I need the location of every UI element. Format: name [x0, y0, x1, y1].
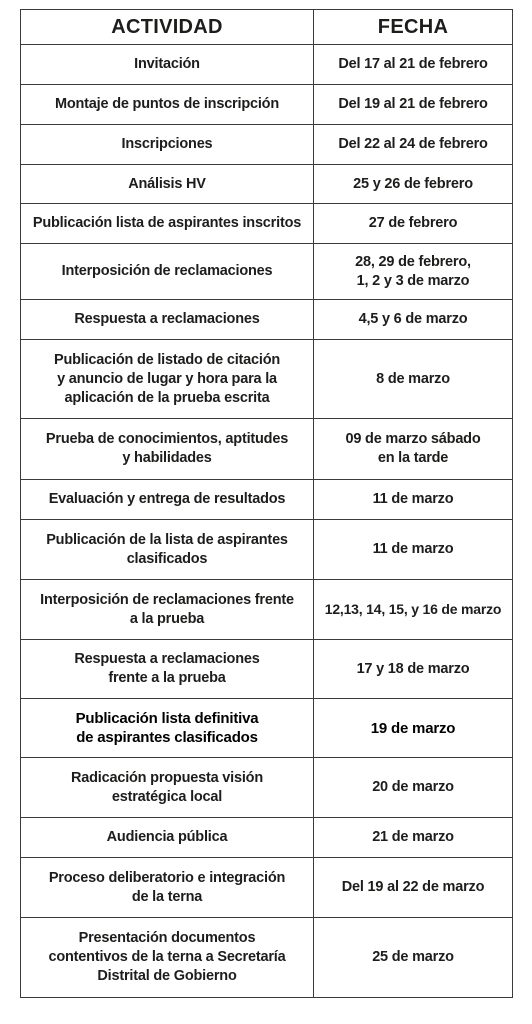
date-text-line: 4,5 y 6 de marzo	[358, 311, 468, 327]
activity-text-line: de la terna	[131, 888, 203, 905]
activity-cell	[21, 918, 314, 998]
date-text-line: 21 de marzo	[372, 829, 454, 845]
date-text-line: 1, 2 y 3 de marzo	[356, 272, 470, 289]
activity-text-line: Interposición de reclamaciones	[61, 263, 273, 279]
schedule-wrapper	[20, 9, 512, 998]
date-cell	[314, 165, 513, 204]
date-cell	[314, 244, 513, 300]
activity-text-line: Montaje de puntos de inscripción	[54, 96, 279, 112]
table-row	[21, 918, 513, 998]
activity-text-line: Publicación de la lista de aspirantes	[46, 531, 288, 548]
table-row	[21, 45, 513, 85]
table-row	[21, 244, 513, 300]
activity-text-line: Publicación lista definitiva	[75, 710, 259, 727]
activity-cell	[21, 699, 314, 758]
activity-text-line: clasificados	[126, 550, 208, 567]
schedule-table	[20, 9, 513, 998]
date-cell	[314, 520, 513, 580]
schedule-body	[21, 45, 513, 998]
date-cell	[314, 125, 513, 165]
date-text-line: 27 de febrero	[368, 215, 458, 231]
activity-cell	[21, 300, 314, 340]
date-text-line: 25 de marzo	[372, 949, 454, 965]
table-row	[21, 125, 513, 165]
date-cell	[314, 340, 513, 419]
activity-cell	[21, 858, 314, 918]
activity-cell	[21, 340, 314, 419]
table-row	[21, 300, 513, 340]
activity-text-line: Respuesta a reclamaciones	[74, 651, 260, 667]
activity-text-line: y anuncio de lugar y hora para la	[57, 370, 277, 387]
activity-text-line: frente a la prueba	[108, 670, 226, 686]
table-row	[21, 640, 513, 699]
activity-cell	[21, 640, 314, 699]
date-cell	[314, 45, 513, 85]
activity-cell	[21, 480, 314, 520]
activity-cell	[21, 204, 314, 244]
activity-cell	[21, 419, 314, 480]
date-text-line: 09 de marzo sábado	[345, 431, 481, 447]
activity-text-line: Distrital de Gobierno	[97, 968, 237, 984]
activity-text-line: Inscripciones	[121, 136, 213, 152]
activity-text-line: de aspirantes clasificados	[76, 729, 258, 746]
activity-cell	[21, 125, 314, 165]
activity-cell	[21, 758, 314, 818]
date-cell	[314, 699, 513, 758]
activity-cell	[21, 818, 314, 858]
date-text-line: 28, 29 de febrero,	[355, 253, 471, 270]
activity-text-line: Radicación propuesta visión	[70, 769, 263, 786]
date-cell	[314, 480, 513, 520]
date-cell	[314, 419, 513, 480]
date-text-line: 11 de marzo	[372, 541, 454, 557]
activity-text-line: Publicación lista de aspirantes inscritos	[32, 215, 302, 231]
activity-text-line: Publicación de listado de citación	[53, 351, 281, 368]
activity-text-line: Prueba de conocimientos, aptitudes	[45, 431, 289, 447]
table-row	[21, 480, 513, 520]
table-row	[21, 580, 513, 640]
date-text-line: 8 de marzo	[376, 370, 450, 387]
activity-text-line: Respuesta a reclamaciones	[74, 311, 260, 327]
activity-text-line: estratégica local	[111, 788, 223, 805]
table-row	[21, 204, 513, 244]
activity-text-line: Interposición de reclamaciones frente	[40, 591, 294, 608]
activity-text-line: aplicación de la prueba escrita	[64, 389, 270, 406]
date-text-line: 11 de marzo	[372, 491, 454, 507]
table-row	[21, 85, 513, 125]
activity-text-line: y habilidades	[122, 450, 212, 466]
activity-cell	[21, 244, 314, 300]
date-text-line: Del 19 al 21 de febrero	[338, 96, 488, 112]
table-row	[21, 758, 513, 818]
date-text-line: en la tarde	[377, 450, 449, 466]
activity-text-line: contentivos de la terna a Secretaría	[48, 949, 286, 965]
header-row	[21, 10, 513, 45]
activity-cell	[21, 520, 314, 580]
date-column-header: FECHA	[314, 10, 513, 45]
table-row	[21, 340, 513, 419]
activity-text-line: Evaluación y entrega de resultados	[48, 491, 286, 507]
date-cell	[314, 918, 513, 998]
date-text-line: 25 y 26 de febrero	[353, 175, 473, 192]
date-cell	[314, 758, 513, 818]
date-text-line: Del 19 al 22 de marzo	[341, 879, 485, 895]
activity-text-line: Presentación documentos	[78, 930, 256, 946]
date-text-line: Del 17 al 21 de febrero	[338, 56, 488, 72]
table-row	[21, 165, 513, 204]
activity-column-header: ACTIVIDAD	[21, 10, 314, 45]
date-cell	[314, 580, 513, 640]
activity-text-line: Audiencia pública	[106, 829, 228, 845]
table-row	[21, 818, 513, 858]
date-text-line: 12,13, 14, 15, y 16 de marzo	[324, 601, 502, 617]
table-row	[21, 699, 513, 758]
activity-cell	[21, 165, 314, 204]
date-text-line: 20 de marzo	[372, 779, 454, 795]
activity-text-line: Análisis HV	[128, 175, 206, 192]
activity-text-line: a la prueba	[129, 610, 205, 627]
activity-text-line: Proceso deliberatorio e integración	[48, 869, 286, 886]
table-row	[21, 419, 513, 480]
table-row	[21, 858, 513, 918]
activity-text-line: Invitación	[134, 56, 200, 72]
date-cell	[314, 640, 513, 699]
date-cell	[314, 85, 513, 125]
activity-cell	[21, 45, 314, 85]
date-cell	[314, 858, 513, 918]
date-text-line: Del 22 al 24 de febrero	[338, 136, 488, 152]
date-text-line: 17 y 18 de marzo	[356, 660, 470, 677]
date-cell	[314, 204, 513, 244]
activity-cell	[21, 85, 314, 125]
date-text-line: 19 de marzo	[370, 719, 456, 737]
date-cell	[314, 300, 513, 340]
date-cell	[314, 818, 513, 858]
table-row	[21, 520, 513, 580]
activity-cell	[21, 580, 314, 640]
